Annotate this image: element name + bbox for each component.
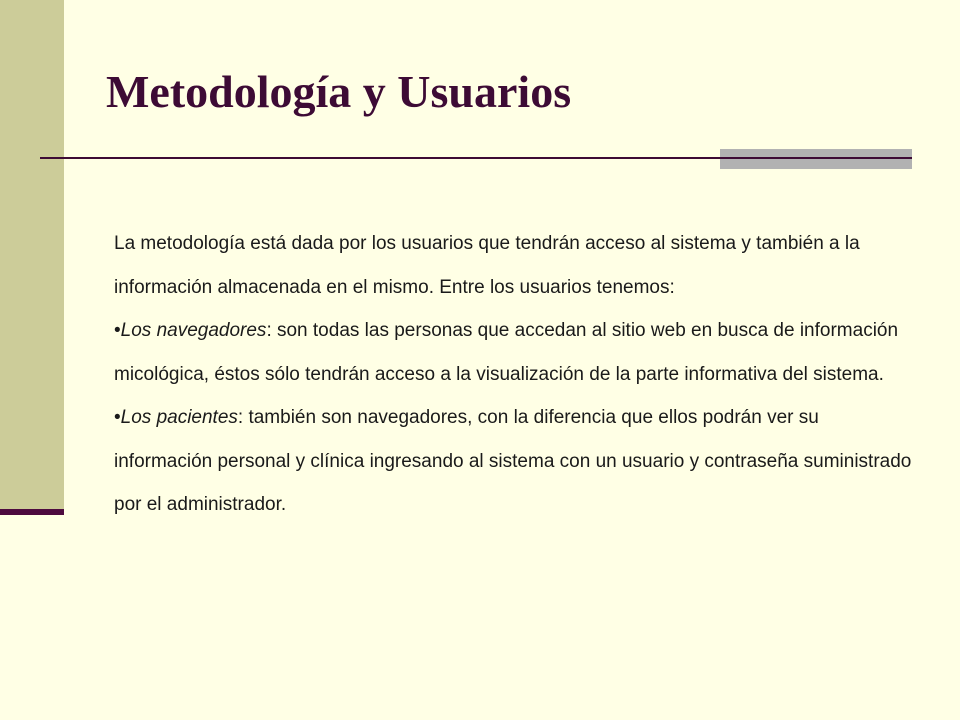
title-rule-accent-line: [720, 157, 912, 159]
intro-paragraph: La metodología está dada por los usuarios que tendrán acceso al sistema y también a la información almacenada en el mismo. Entre los usuarios tenemos:: [114, 233, 860, 298]
bullet-item-navegadores: [114, 309, 914, 396]
bullet-term: Los navegadores: [120, 320, 267, 341]
left-decorative-bar: [0, 0, 64, 510]
slide-body: [114, 222, 914, 527]
left-bar-accent-line: [0, 509, 64, 515]
bullet-marker: •: [114, 320, 121, 341]
title-rule-accent-block: [720, 149, 912, 169]
bullet-item-pacientes: [114, 396, 914, 527]
bullet-description: : también son navegadores, con la diferencia que ellos podrán ver su información personal y clínica ingresando al sistema con un usuario y contraseña suministrado por el administrador.: [114, 407, 912, 515]
bullet-description: : son todas las personas que accedan al sitio web en busca de información micológica, éstos sólo tendrán acceso a la visualización de la parte informativa del sistema.: [114, 320, 899, 385]
bullet-term: Los pacientes: [120, 407, 238, 428]
slide-title: Metodología y Usuarios: [106, 66, 572, 117]
bullet-marker: •: [114, 407, 121, 428]
